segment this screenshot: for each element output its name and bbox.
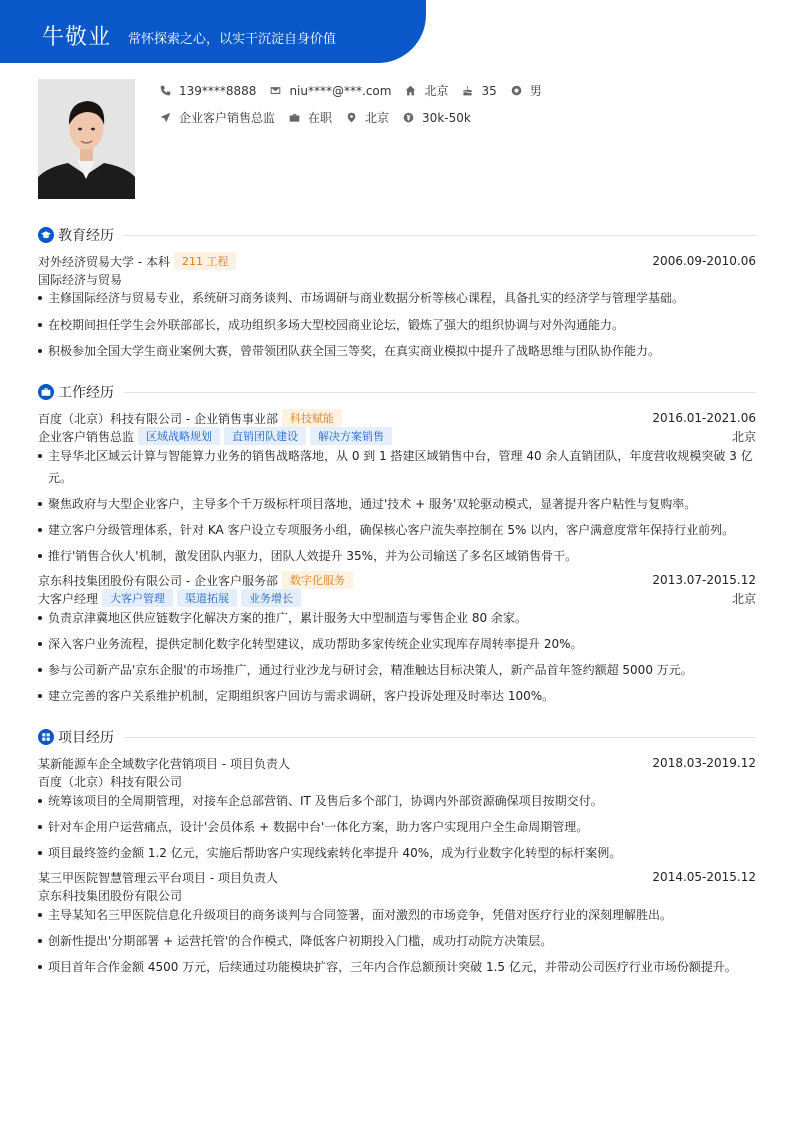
skill-tag: 渠道拓展 — [177, 589, 237, 607]
contact-city — [405, 82, 448, 99]
work-entry-header — [38, 410, 756, 426]
target-position-text: 企业客户销售总监 — [179, 111, 276, 125]
section-divider — [124, 392, 756, 393]
work-city: 北京 — [731, 591, 756, 606]
project-section-header — [38, 727, 756, 747]
candidate-name: 牛敬业 — [42, 25, 112, 50]
money-icon — [403, 112, 414, 123]
project-company: 京东科技集团股份有限公司 — [38, 888, 183, 903]
education-section-title: 教育经历 — [58, 228, 114, 244]
city-text: 北京 — [424, 84, 449, 98]
email-text: niu****@***.com — [289, 83, 392, 98]
education-major-line — [38, 271, 756, 287]
list-item: 针对车企用户运营痛点，设计'会员体系 + 数据中台'一体化方案，助力客户实现用户全生命周期管理。 — [38, 816, 756, 838]
list-item: 深入客户业务流程，提供定制化数字化转型建议，成功帮助多家传统企业实现库存周转率提升 20%。 — [38, 633, 756, 655]
target-position — [160, 109, 275, 126]
section-divider — [124, 235, 756, 236]
list-item: 建立客户分级管理体系，针对 KA 客户设立专项服务小组，确保核心客户流失率控制在 5% 以内，客户满意度常年保持行业前列。 — [38, 519, 756, 541]
work-section-header — [38, 382, 756, 402]
list-item: 主导某知名三甲医院信息化升级项目的商务谈判与合同签署，面对激烈的市场竞争，凭借对医疗行业的深刻理解胜出。 — [38, 904, 756, 926]
work-city: 北京 — [731, 429, 756, 444]
education-section-header — [38, 225, 756, 245]
skill-tag: 解决方案销售 — [310, 427, 392, 445]
skill-tag: 区域战略规划 — [138, 427, 220, 445]
grid-icon — [38, 729, 54, 745]
skill-tag: 业务增长 — [241, 589, 301, 607]
project-entry-header — [38, 755, 756, 771]
location-pin-icon — [346, 112, 357, 123]
education-entry-header — [38, 253, 756, 269]
list-item: 聚焦政府与大型企业客户，主导多个千万级标杆项目落地，通过'技术 + 服务'双轮驱动模式，显著提升客户粘性与复购率。 — [38, 493, 756, 515]
skill-tag: 直销团队建设 — [224, 427, 306, 445]
header-banner — [0, 0, 426, 63]
project-section-title: 项目经历 — [58, 730, 114, 746]
company-name: 百度（北京）科技有限公司 - 企业销售事业部 — [38, 411, 278, 426]
company-name: 京东科技集团股份有限公司 - 企业客户服务部 — [38, 573, 278, 588]
list-item: 创新性提出'分期部署 + 运营托管'的合作模式，降低客户初期投入门槛，成功打动院方决策层。 — [38, 930, 756, 952]
project-name: 某三甲医院智慧管理云平台项目 - 项目负责人 — [38, 870, 278, 885]
work-period: 2013.07-2015.12 — [652, 573, 756, 587]
job-role: 大客户经理 — [38, 591, 99, 606]
school-tag: 211 工程 — [174, 252, 237, 270]
project-name: 某新能源车企全域数字化营销项目 - 项目负责人 — [38, 756, 290, 771]
education-major: 国际经济与贸易 — [38, 272, 123, 287]
contact-row-2 — [160, 109, 485, 126]
project-period: 2018.03-2019.12 — [652, 756, 756, 770]
list-item: 主导华北区域云计算与智能算力业务的销售战略落地，从 0 到 1 搭建区域销售中台，管理 40 余人直销团队，年度营收规模突破 3 亿元。 — [38, 445, 756, 489]
project-company-line — [38, 773, 756, 789]
company-tag: 科技赋能 — [282, 409, 342, 427]
company-tag: 数字化服务 — [282, 571, 353, 589]
list-item: 积极参加全国大学生商业案例大赛，曾带领团队获全国三等奖，在真实商业模拟中提升了战略思维与团队协作能力。 — [38, 340, 756, 362]
contact-phone — [160, 84, 256, 98]
contact-gender — [511, 82, 542, 99]
profile-photo — [38, 79, 135, 199]
work-section-title: 工作经历 — [58, 385, 114, 401]
mail-icon — [270, 85, 281, 96]
briefcase-icon — [38, 384, 54, 400]
project-company-line — [38, 887, 756, 903]
contact-age — [462, 84, 496, 98]
target-city-text: 北京 — [365, 111, 390, 125]
cake-icon — [462, 85, 473, 96]
list-item: 主修国际经济与贸易专业，系统研习商务谈判、市场调研与商业数据分析等核心课程，具备扎实的经济学与管理学基础。 — [38, 287, 756, 309]
job-role: 企业客户销售总监 — [38, 429, 135, 444]
salary-text: 30k-50k — [422, 110, 471, 125]
list-item: 参与公司新产品'京东企服'的市场推广，通过行业沙龙与研讨会，精准触达目标决策人，新产品首年签约额超 5000 万元。 — [38, 659, 756, 681]
candidate-motto: 常怀探索之心，以实干沉淀自身价值 — [128, 32, 337, 47]
school-name: 对外经济贸易大学 - 本科 — [38, 254, 170, 269]
list-item: 项目最终签约金额 1.2 亿元，实施后帮助客户实现线索转化率提升 40%，成为行业数字化转型的标杆案例。 — [38, 842, 756, 864]
graduation-cap-icon — [38, 227, 54, 243]
list-item: 在校期间担任学生会外联部部长，成功组织多场大型校园商业论坛，锻炼了强大的组织协调与对外沟通能力。 — [38, 314, 756, 336]
work-entry-header — [38, 572, 756, 588]
briefcase-icon — [289, 112, 300, 123]
list-item: 统筹该项目的全周期管理，对接车企总部营销、IT 及售后多个部门，协调内外部资源确保项目按期交付。 — [38, 790, 756, 812]
education-period: 2006.09-2010.06 — [652, 254, 756, 268]
expected-salary — [403, 111, 471, 125]
project-entry-header — [38, 869, 756, 885]
contact-email — [270, 84, 391, 98]
project-period: 2014.05-2015.12 — [652, 870, 756, 884]
work-role-line — [38, 590, 756, 606]
work-role-line — [38, 428, 756, 444]
phone-text: 139****8888 — [179, 83, 257, 98]
contact-row-1 — [160, 82, 556, 99]
home-icon — [405, 85, 416, 96]
job-status — [289, 109, 332, 126]
list-item: 项目首年合作金额 4500 万元，后续通过功能模块扩容，三年内合作总额预计突破 1.5 亿元，并带动公司医疗行业市场份额提升。 — [38, 956, 756, 978]
skill-tag: 大客户管理 — [102, 589, 173, 607]
gender-text: 男 — [529, 84, 542, 98]
job-status-text: 在职 — [308, 111, 333, 125]
age-text: 35 — [481, 83, 497, 98]
work-period: 2016.01-2021.06 — [652, 411, 756, 425]
project-company: 百度（北京）科技有限公司 — [38, 774, 183, 789]
list-item: 建立完善的客户关系维护机制，定期组织客户回访与需求调研，客户投诉处理及时率达 100%。 — [38, 685, 756, 707]
section-divider — [124, 737, 756, 738]
send-icon — [160, 112, 171, 123]
list-item: 负责京津冀地区供应链数字化解决方案的推广，累计服务大中型制造与零售企业 80 余家。 — [38, 607, 756, 629]
profile-photo-illustration — [38, 79, 135, 199]
list-item: 推行'销售合伙人'机制，激发团队内驱力，团队人效提升 35%，并为公司输送了多名区域销售骨干。 — [38, 545, 756, 567]
phone-icon — [160, 85, 171, 96]
gender-icon — [511, 85, 522, 96]
target-city — [346, 109, 389, 126]
